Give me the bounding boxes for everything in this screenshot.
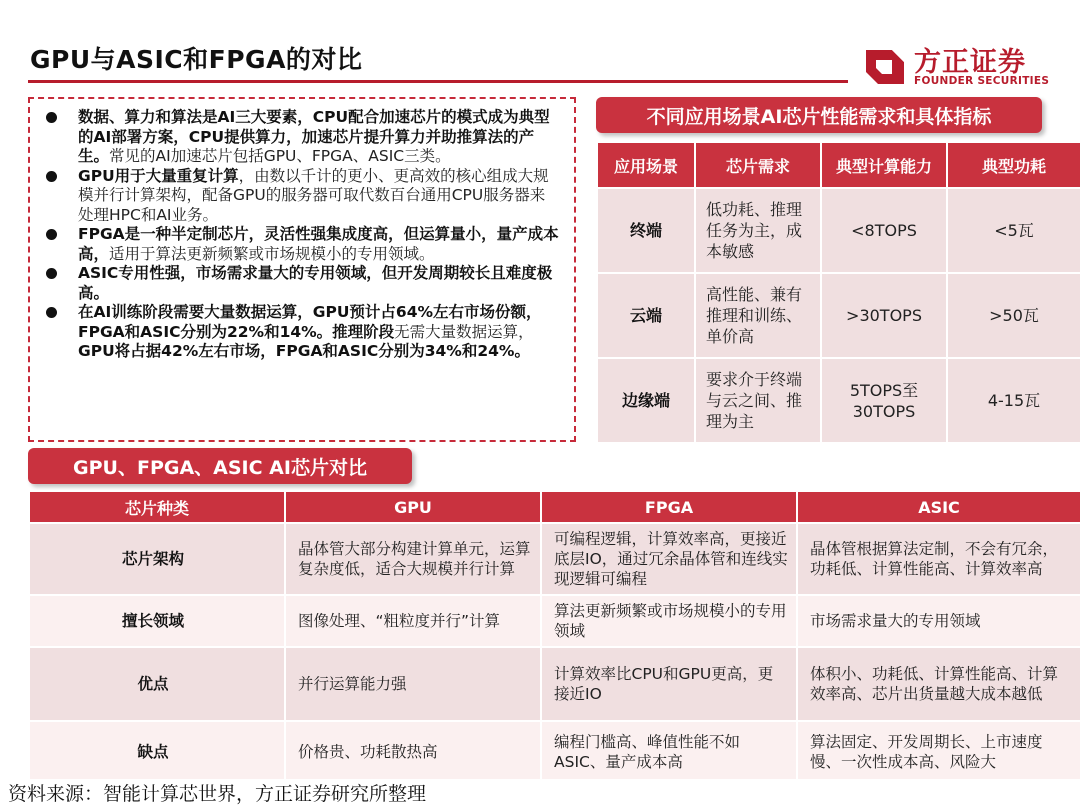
scene-cell: 5TOPS至30TOPS: [821, 358, 947, 443]
summary-item: [46, 303, 560, 362]
scene-header-cell: 应用场景: [597, 142, 695, 188]
scene-name-cell: 边缘端: [597, 358, 695, 443]
compare-section-title: GPU、FPGA、ASIC AI芯片对比: [28, 448, 412, 484]
compare-row-head: 芯片架构: [29, 523, 285, 595]
summary-bold: ASIC专用性强，市场需求量大的专用领域，但开发周期较长且难度极高。: [78, 264, 553, 302]
compare-header-row: [29, 491, 1080, 523]
summary-bold: GPU用于大量重复计算: [78, 166, 239, 185]
compare-cell: 并行运算能力强: [285, 647, 541, 721]
scene-cell: <5瓦: [947, 188, 1080, 273]
summary-bold: FPGA是一种半定制芯片，灵活性强集成度高，但运算量小，量产成本高，: [78, 225, 559, 263]
founder-logo-icon: [862, 42, 908, 88]
summary-bold: 在AI训练阶段需要大量数据运算，GPU预计占64%左右市场份额，FPGA和ASIC分别为22%和14%。推理阶段: [78, 303, 542, 341]
summary-item: [46, 167, 560, 226]
summary-item: [46, 264, 560, 303]
scene-header-cell: 芯片需求: [695, 142, 821, 188]
scene-cell: 要求介于终端与云之间、推理为主: [695, 358, 821, 443]
summary-text: 无需大量数据运算，: [394, 322, 534, 341]
page-title: GPU与ASIC和FPGA的对比: [30, 45, 363, 74]
scene-cell: 低功耗、推理任务为主，成本敏感: [695, 188, 821, 273]
compare-table: [28, 490, 1080, 784]
scene-header-cell: 典型功耗: [947, 142, 1080, 188]
compare-cell: 价格贵、功耗散热高: [285, 721, 541, 783]
logo-name-en: FOUNDER SECURITIES: [914, 75, 1050, 87]
compare-cell: 算法更新频繁或市场规模小的专用领域: [541, 595, 797, 647]
summary-item: [46, 108, 560, 167]
compare-cell: 算法固定、开发周期长、上市速度慢、一次性成本高、风险大: [797, 721, 1080, 783]
compare-cell: 图像处理、“粗粒度并行”计算: [285, 595, 541, 647]
scene-cell: >30TOPS: [821, 273, 947, 358]
source-note: 资料来源：智能计算芯世界，方正证券研究所整理: [0, 779, 1080, 810]
compare-row-head: 缺点: [29, 721, 285, 783]
compare-header-cell: ASIC: [797, 491, 1080, 523]
scene-cell: >50瓦: [947, 273, 1080, 358]
scene-name-cell: 终端: [597, 188, 695, 273]
scene-header-cell: 典型计算能力: [821, 142, 947, 188]
compare-row: [29, 595, 1080, 647]
bullet-icon: [46, 171, 57, 182]
scene-row: [597, 188, 1080, 273]
compare-cell: 计算效率比CPU和GPU更高，更接近IO: [541, 647, 797, 721]
bullet-icon: [46, 112, 57, 123]
compare-row: [29, 647, 1080, 721]
summary-box: [28, 97, 576, 442]
scene-row: [597, 358, 1080, 443]
compare-cell: 晶体管大部分构建计算单元，运算复杂度低，适合大规模并行计算: [285, 523, 541, 595]
summary-bold: 数据、算力和算法是AI三大要素，CPU配合加速芯片的模式成为典型的AI部署方案，CPU提供算力，加速芯片提升算力并助推算法的产生。: [78, 108, 550, 165]
summary-text: 适用于算法更新频繁或市场规模小的专用领域。: [109, 244, 435, 263]
scene-row: [597, 273, 1080, 358]
compare-cell: 晶体管根据算法定制，不会有冗余，功耗低、计算性能高、计算效率高: [797, 523, 1080, 595]
compare-row-head: 擅长领域: [29, 595, 285, 647]
scene-cell: <8TOPS: [821, 188, 947, 273]
founder-logo: [862, 40, 1062, 92]
scene-name-cell: 云端: [597, 273, 695, 358]
summary-item: [46, 225, 560, 264]
compare-cell: 市场需求量大的专用领域: [797, 595, 1080, 647]
logo-name-cn: 方正证券: [914, 47, 1026, 78]
summary-text: 常见的AI加速芯片包括GPU、FPGA、ASIC三类。: [109, 147, 451, 165]
scene-table: [596, 141, 1080, 444]
summary-text: ，由数以千计的更小、更高效的核心组成大规模并行计算架构，配备GPU的服务器可取代数百台通用CPU服务器来处理HPC和AI业务。: [78, 166, 549, 224]
compare-header-cell: GPU: [285, 491, 541, 523]
bullet-icon: [46, 229, 57, 240]
scene-header-row: [597, 142, 1080, 188]
scene-cell: 高性能、兼有推理和训练、单价高: [695, 273, 821, 358]
compare-row-head: 优点: [29, 647, 285, 721]
compare-cell: 编程门槛高、峰值性能不如ASIC、量产成本高: [541, 721, 797, 783]
bullet-icon: [46, 307, 57, 318]
bullet-icon: [46, 268, 57, 279]
compare-cell: 体积小、功耗低、计算性能高、计算效率高、芯片出货量越大成本越低: [797, 647, 1080, 721]
title-rule: [28, 80, 848, 83]
compare-row: [29, 721, 1080, 783]
scene-cell: 4-15瓦: [947, 358, 1080, 443]
compare-header-cell: FPGA: [541, 491, 797, 523]
summary-list: [46, 108, 560, 362]
compare-cell: 可编程逻辑，计算效率高，更接近底层IO，通过冗余晶体管和连线实现逻辑可编程: [541, 523, 797, 595]
compare-row: [29, 523, 1080, 595]
summary-bold: GPU将占据42%左右市场，FPGA和ASIC分别为34%和24%。: [78, 342, 530, 360]
compare-header-cell: 芯片种类: [29, 491, 285, 523]
scene-section-title: 不同应用场景AI芯片性能需求和具体指标: [596, 97, 1042, 133]
